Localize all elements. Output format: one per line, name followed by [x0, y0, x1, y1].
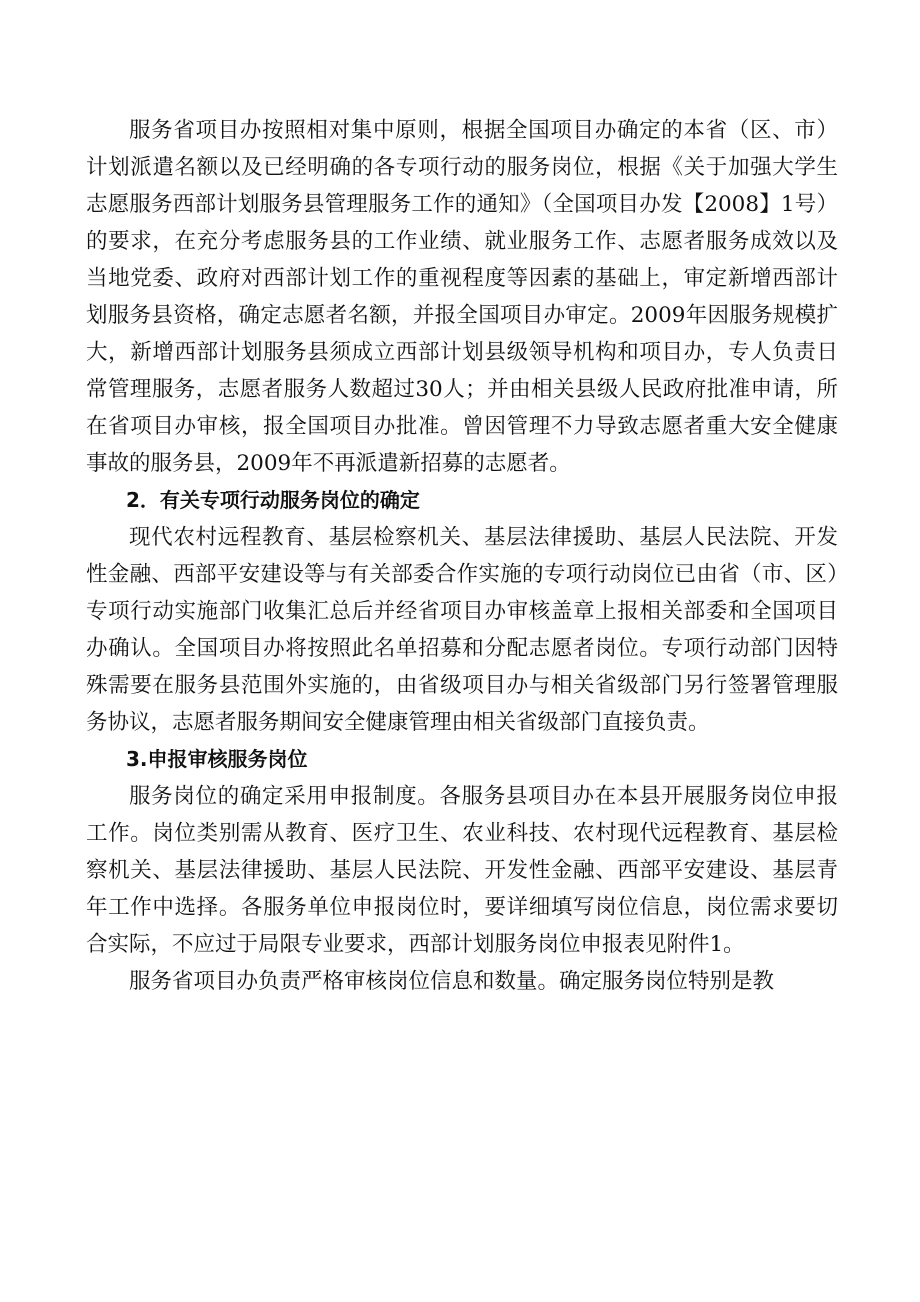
section-heading-special-action-posts: 2．有关专项行动服务岗位的确定	[126, 488, 420, 512]
paragraph-special-action-posts: 现代农村远程教育、基层检察机关、基层法律援助、基层人民法院、开发性金融、西部平安建设等与有关部委合作实施的专项行动岗位已由省（市、区）专项行动实施部门收集汇总后并经省项目办审核盖章上报相关部委和全国项目办确认。全国项目办将按照此名单招募和分配志愿者岗位。专项行动部门因特殊需要在服务县范围外实施的，由省级项目办与相关省级部门另行签署管理服务协议，志愿者服务期间安全健康管理由相关省级部门直接负责。	[86, 525, 838, 735]
paragraph-post-application: 服务岗位的确定采用申报制度。各服务县项目办在本县开展服务岗位申报工作。岗位类别需从教育、医疗卫生、农业科技、农村现代远程教育、基层检察机关、基层法律援助、基层人民法院、开发性金融、西部平安建设、基层青年工作中选择。各服务单位申报岗位时，要详细填写岗位信息，岗位需求要切合实际，不应过于局限专业要求，西部计划服务岗位申报表见附件1。	[86, 784, 838, 957]
section-heading-post-application-review: 3.申报审核服务岗位	[126, 747, 308, 771]
paragraph-post-review: 服务省项目办负责严格审核岗位信息和数量。确定服务岗位特别是教	[129, 969, 775, 994]
document-page	[86, 112, 838, 1000]
paragraph-county-qualification: 服务省项目办按照相对集中原则，根据全国项目办确定的本省（区、市）计划派遣名额以及已经明确的各专项行动的服务岗位，根据《关于加强大学生志愿服务西部计划服务县管理服务工作的通知》（全国项目办发【2008】1号）的要求，在充分考虑服务县的工作业绩、就业服务工作、志愿者服务成效以及当地党委、政府对西部计划工作的重视程度等因素的基础上，审定新增西部计划服务县资格，确定志愿者名额，并报全国项目办审定。2009年因服务规模扩大，新增西部计划服务县须成立西部计划县级领导机构和项目办，专人负责日常管理服务，志愿者服务人数超过30人；并由相关县级人民政府批准申请，所在省项目办审核，报全国项目办批准。曾因管理不力导致志愿者重大安全健康事故的服务县，2009年不再派遣新招募的志愿者。	[86, 118, 838, 476]
